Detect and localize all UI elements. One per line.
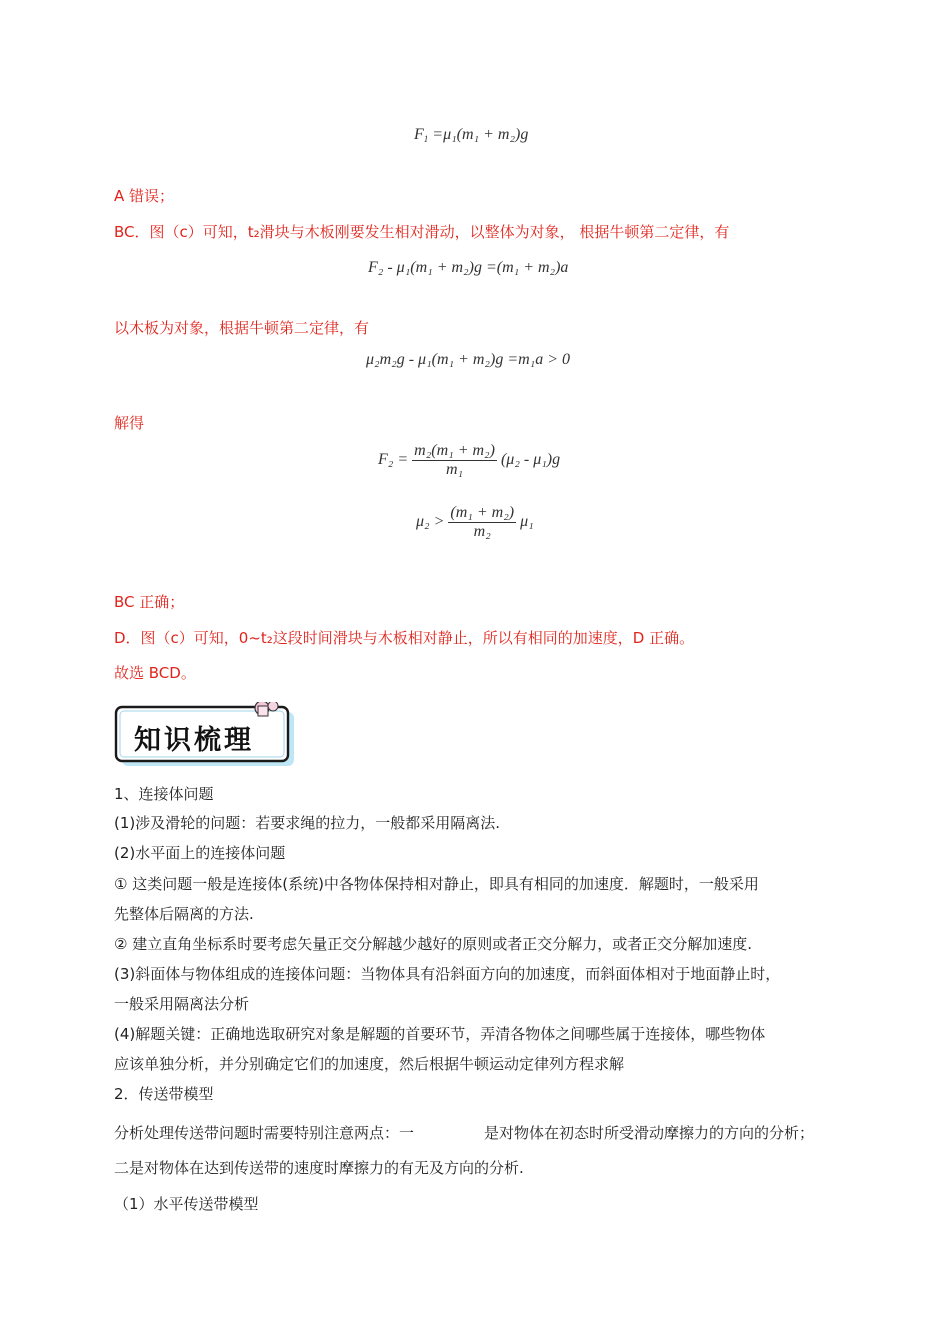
formula-f5: μ₂ > $\frac{\text{(m₁ + m₂)}}{\text{m₂}}$ μ₁	[416, 504, 534, 540]
board-object-text: 以木板为对象，根据牛顿第二定律，有	[114, 319, 370, 337]
answer-text: 故选 BCD。	[114, 664, 196, 682]
section-1-para-3a: ① 这类问题一般是连接体(系统)中各物体保持相对静止，即具有相同的加速度．解题时，一般采用	[114, 875, 759, 893]
a-wrong-text: A 错误；	[114, 187, 175, 205]
section-1-title: 1、连接体问题	[114, 785, 214, 803]
banner-title: 知识梳理	[134, 725, 254, 756]
fraction: $\frac{\text{m₂(m₁ + m₂)}}{\text{m₁}}$	[414, 442, 495, 478]
knowledge-banner	[112, 702, 302, 772]
section-1-para-5a: (3)斜面体与物体组成的连接体问题：当物体具有沿斜面方向的加速度，而斜面体相对于地面静止时，	[114, 965, 781, 983]
section-1-para-4: ② 建立直角坐标系时要考虑矢量正交分解越少越好的原则或者正交分解力，或者正交分解加速度.	[114, 935, 752, 953]
section-1-para-6b: 应该单独分析，并分别确定它们的加速度，然后根据牛顿运动定律列方程求解	[114, 1055, 625, 1073]
section-1-para-3b: 先整体后隔离的方法.	[114, 905, 254, 923]
section-1-para-1: (1)涉及滑轮的问题：若要求绳的拉力，一般都采用隔离法.	[114, 814, 501, 832]
section-1-para-5b: 一般采用隔离法分析	[114, 995, 250, 1013]
bc-correct-text: BC 正确；	[114, 593, 185, 611]
bc-analysis-text: BC．图（c）可知，t₂滑块与木板刚要发生相对滑动，以整体为对象， 根据牛顿第二定律，有	[114, 223, 730, 241]
section-1-para-2: (2)水平面上的连接体问题	[114, 844, 286, 862]
section-1-para-6a: (4)解题关键：正确地选取研究对象是解题的首要环节，弄清各物体之间哪些属于连接体，哪些物体	[114, 1025, 766, 1043]
formula-f2: F₂ - μ₁(m₁ + m₂)g =(m₁ + m₂)a	[368, 259, 569, 276]
section-2-para-1a: 分析处理传送带问题时需要特别注意两点：一	[114, 1124, 415, 1142]
section-2-title: 2．传送带模型	[114, 1085, 214, 1103]
formula-f4: F₂ = $\frac{\text{m₂(m₁ + m₂)}}{\text{m₁}}$ (μ₂ - μ₁)g	[378, 442, 561, 478]
fraction: $\frac{\text{(m₁ + m₂)}}{\text{m₂}}$	[450, 504, 515, 540]
formula-f1: $F_1 =\mu_1(m_1 + m_2)g$	[414, 126, 529, 144]
solve-label: 解得	[114, 414, 145, 432]
d-analysis-text: D．图（c）可知，0~t₂这段时间滑块与木板相对静止，所以有相同的加速度，D 正确。	[114, 629, 695, 647]
section-2-para-1b: 是对物体在初态时所受滑动摩擦力的方向的分析；	[484, 1124, 815, 1142]
section-2-sub-1: （1）水平传送带模型	[114, 1195, 259, 1213]
section-2-para-2: 二是对物体在达到传送带的速度时摩擦力的有无及方向的分析.	[114, 1159, 524, 1177]
formula-f3: μ₂m₂g - μ₁(m₁ + m₂)g =m₁a > 0	[366, 351, 571, 368]
